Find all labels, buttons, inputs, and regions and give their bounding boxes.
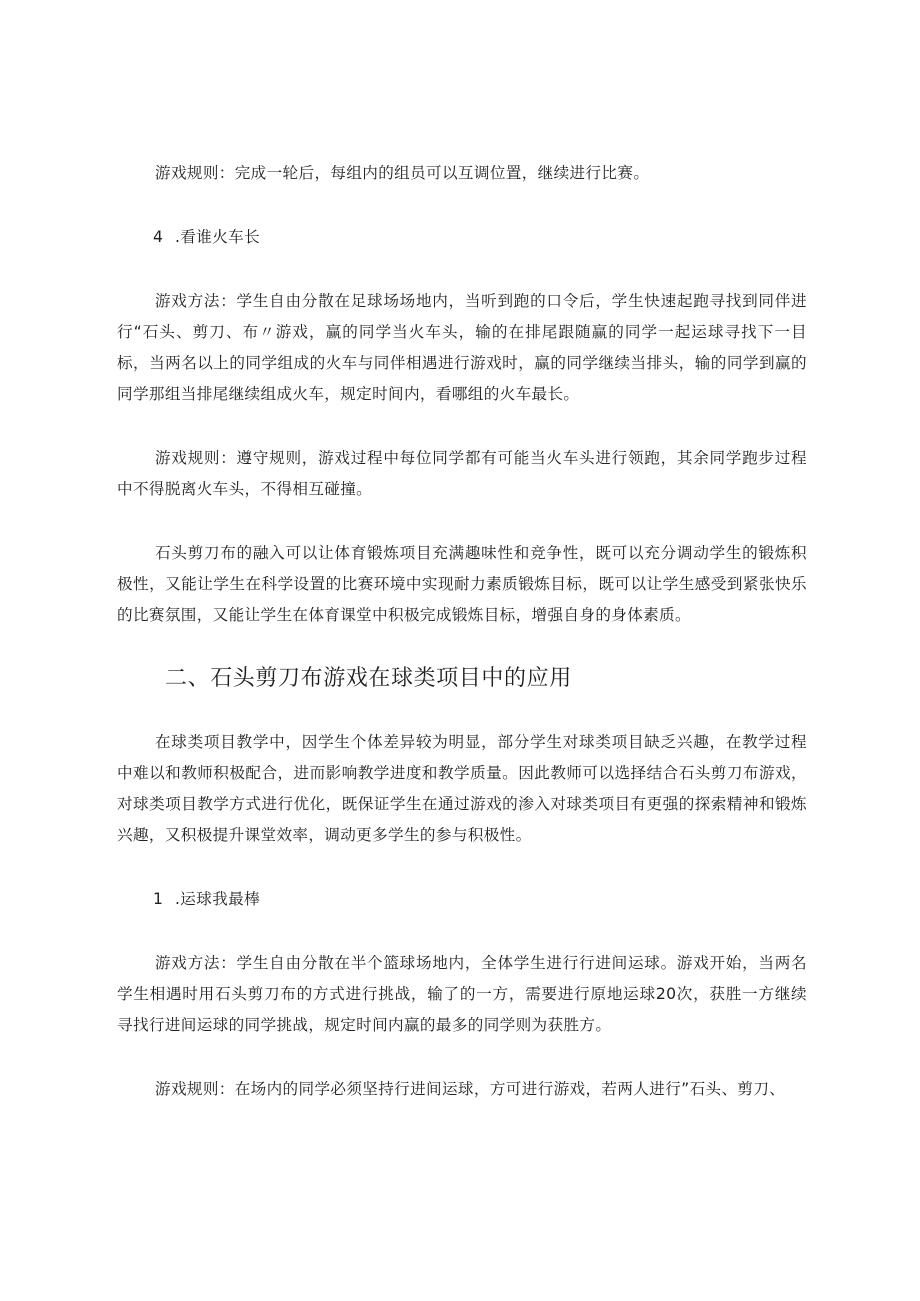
spacer	[117, 631, 807, 662]
section-heading: 二、石头剪刀布游戏在球类项目中的应用	[165, 666, 572, 691]
spacer	[117, 1041, 807, 1074]
spacer	[117, 696, 807, 727]
list-item-number: 1	[153, 890, 164, 908]
paragraph-game-rules-2: 游戏规则：遵守规则，游戏过程中每位同学都有可能当火车头进行领跑，其余同学跑步过程中不得脱离火车头，不得相互碰撞。	[117, 449, 807, 498]
document-body	[117, 158, 807, 1105]
spacer	[117, 410, 807, 443]
list-item-title: .看谁火车长	[175, 228, 261, 246]
paragraph-game-method-2: 游戏方法：学生自由分散在足球场场地内，当听到跑的口令后，学生快速起跑寻找到同伴进行“石头、剪刀、布〃游戏，赢的同学当火车头，输的在排尾跟随赢的同学一起运球寻找下一目标，当两名以上的同学组成的火车与同伴相遇进行游戏时，赢的同学继续当排头，输的同学到赢的同学那组当排尾继续组成火车，规定时间内，看哪组的火车最长。	[117, 292, 807, 403]
paragraph-summary: 石头剪刀布的融入可以让体育锻炼项目充满趣味性和竞争性，既可以充分调动学生的锻炼积极性，又能让学生在科学设置的比赛环境中实现耐力素质锻炼目标，既可以让学生感受到紧张快乐的比赛氛围，又能让学生在体育课堂中积极完成锻炼目标，增强自身的身体素质。	[117, 544, 807, 624]
spacer	[117, 253, 807, 286]
spacer	[117, 915, 807, 948]
spacer	[117, 189, 807, 222]
paragraph-game-rules-1: 游戏规则：完成一轮后，每组内的组员可以互调位置，继续进行比赛。	[155, 164, 650, 182]
paragraph-game-method-3: 游戏方法：学生自由分散在半个篮球场地内，全体学生进行行进间运球。游戏开始，当两名学生相遇时用石头剪刀布的方式进行挑战，输了的一方，需要进行原地运球20次，获胜一方继续寻找行进间运球的同学挑战，规定时间内赢的最多的同学则为获胜方。	[117, 954, 807, 1034]
paragraph-intro: 在球类项目教学中，因学生个体差异较为明显，部分学生对球类项目缺乏兴趣，在教学过程中难以和教师积极配合，进而影响教学进度和教学质量。因此教师可以选择结合石头剪刀布游戏，对球类项目教学方式进行优化，既保证学生在通过游戏的渗入对球类项目有更强的探索精神和锻炼兴趣，又积极提升课堂效率，调动更多学生的参与积极性。	[117, 733, 807, 844]
list-item-number: 4	[153, 228, 164, 246]
spacer	[117, 851, 807, 884]
spacer	[117, 505, 807, 538]
paragraph-game-rules-3: 游戏规则：在场内的同学必须坚持行进间运球，方可进行游戏，若两人进行”石头、剪刀、	[155, 1080, 786, 1098]
list-item-4	[117, 222, 807, 253]
list-item-1	[117, 884, 807, 915]
list-item-title: .运球我最棒	[175, 890, 261, 908]
